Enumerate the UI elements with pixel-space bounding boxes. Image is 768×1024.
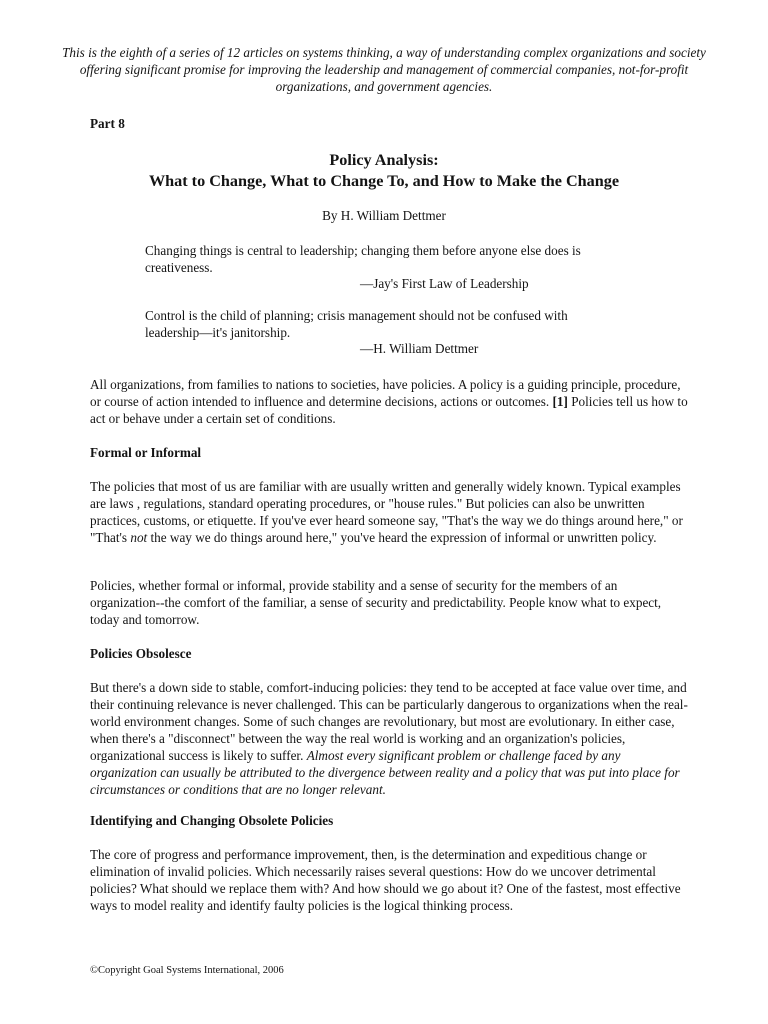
intro-paragraph	[90, 376, 690, 427]
intro-paragraph-text: All organizations, from families to nations to societies, have policies. A policy is a guiding principle, procedure, or course of action intended to influence and determine decisions, actions or outcomes.	[90, 377, 681, 409]
epigraph-quote-1	[145, 243, 615, 293]
quote-text: Control is the child of planning; crisis management should not be confused with leadership—it's janitorship.	[145, 308, 568, 340]
paragraph-text: the way we do things around here," you've heard the expression of informal or unwritten policy.	[150, 530, 657, 545]
footnote-ref[interactable]: [1]	[552, 394, 568, 409]
identifying-paragraph: The core of progress and performance improvement, then, is the determination and expeditious change or elimination of invalid policies. Which necessarily raises several questions: How do we uncover detrimental policies? What should we replace them with? And how should we go about it? One of the fastest, most effective ways to model reality and identify faulty policies is the logical thinking process.	[90, 847, 681, 913]
obsolesce-paragraph	[90, 679, 690, 798]
section-heading-formal: Formal or Informal	[90, 445, 202, 460]
paragraph-text: The policies that most of us are familiar with are usually written and generally widely known. Typical examples are laws , regulations, standard operating procedures, or "house rules." But policies can also be unwritten practices, customs, or etiquette. If you've ever heard someone say, "That's the way we do things around here," or "That's	[90, 479, 683, 545]
section-heading-obsolesce: Policies Obsolesce	[90, 646, 192, 661]
paragraph-text: But there's a down side to stable, comfort-inducing policies: they tend to be accepted at face value over time, and their continuing relevance is never challenged. This can be particularly dangerous to organizations when the real-world environment changes. Some of such changes are revolutionary, but most are evolutionary. In either case, when there's a "disconnect" between the way the real world is working and an organization's policies, organizational success is likely to suffer.	[90, 680, 688, 763]
series-intro: This is the eighth of a series of 12 articles on systems thinking, a way of understanding complex organizations and society offering significant promise for improving the leadership and management of commercial companies, not-for-profit organizations, and government agencies.	[62, 45, 706, 94]
section-heading-identifying: Identifying and Changing Obsolete Policies	[90, 813, 334, 828]
emphasis-not: not	[130, 530, 148, 545]
article-title	[60, 150, 708, 192]
copyright-footer: ©Copyright Goal Systems International, 2006	[90, 965, 284, 976]
formal-paragraph-1	[90, 478, 690, 546]
part-label: Part 8	[90, 116, 125, 131]
epigraph-quote-2	[145, 308, 615, 358]
quote-text: Changing things is central to leadership; changing them before anyone else does is creativeness.	[145, 243, 581, 275]
quote-attribution: —Jay's First Law of Leadership	[360, 276, 529, 291]
formal-paragraph-2: Policies, whether formal or informal, provide stability and a sense of security for the members of an organization--the comfort of the familiar, a sense of security and predictability. People know what to expect, today and tomorrow.	[90, 578, 662, 627]
quote-attribution: —H. William Dettmer	[360, 341, 479, 356]
title-line-2: What to Change, What to Change To, and How to Make the Change	[148, 172, 620, 190]
title-line-1: Policy Analysis:	[329, 151, 439, 169]
emphasis-italic: Almost every significant problem or challenge faced by any organization can usually be attributed to the divergence between reality and a policy that was put into place for circumstances or conditions that are no longer relevant.	[90, 748, 680, 797]
byline: By H. William Dettmer	[322, 208, 446, 223]
intro-paragraph-text-2: Policies tell us how to act or behave under a certain set of conditions.	[90, 394, 688, 426]
